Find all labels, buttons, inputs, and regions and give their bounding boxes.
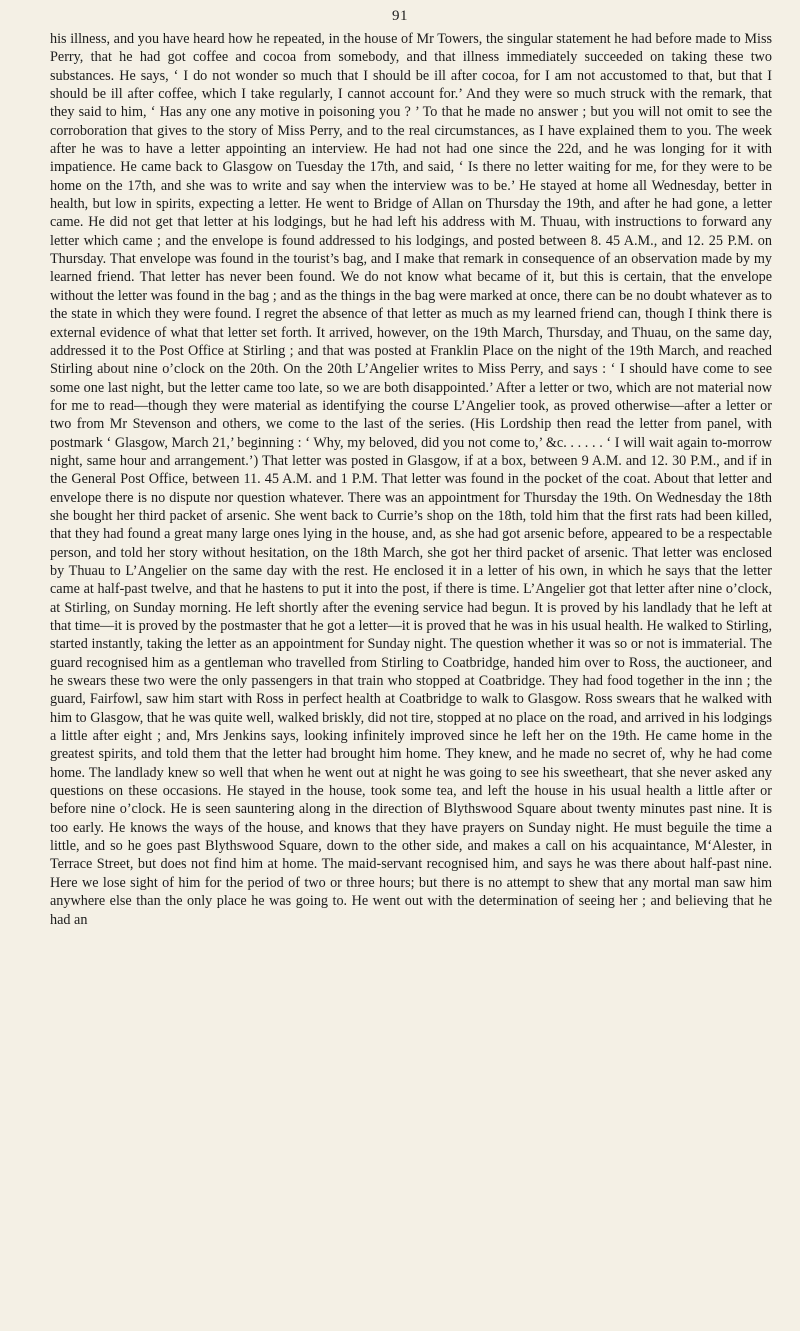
page-number: 91 — [392, 8, 408, 24]
body-text — [50, 30, 772, 929]
paragraph: his illness, and you have heard how he repeated, in the house of Mr Towers, the singular statement he had before made to Miss Perry, that he had got coffee and cocoa from somebody, and that illness immediately succeeded on taking these two substances. He says, ‘ I do not wonder so much that I should be ill after cocoa, for I am not accustomed to that, but that I should be ill after coffee, which I take regularly, I cannot account for.’ And they were so much struck with the remark, that they said to him, ‘ Has any one any motive in poisoning you ? ’ To that he made no answer ; but you will not omit to see the corroboration that gives to the story of Miss Perry, and to the real circumstances, as I have explained them to you. The week after he was to have a letter appointing an interview. He had not had one since the 22d, and he was longing for it with impatience. He came back to Glasgow on Tuesday the 17th, and said, ‘ Is there no letter waiting for me, for they were to be home on the 17th, and she was to write and say when the interview was to be.’ He stayed at home all Wednesday, better in health, but low in spirits, expecting a letter. He went to Bridge of Allan on Thursday the 19th, and after he had gone, a letter came. He did not get that letter at his lodgings, but he had left his address with M. Thuau, with instructions to forward any letter which came ; and the envelope is found addressed to his lodgings, and posted between 8. 45 A.M., and 12. 25 P.M. on Thursday. That envelope was found in the tourist’s bag, and I make that remark in consequence of an observation made by my learned friend. That letter has never been found. We do not know what became of it, but this is certain, that the envelope without the letter was found in the bag ; and as the things in the bag were marked at once, there can be no doubt whatever as to the state in which they were found. I regret the absence of that letter as much as my learned friend can, though I think there is external evidence of what that letter set forth. It arrived, however, on the 19th March, Thursday, and Thuau, on the same day, addressed it to the Post Office at Stirling ; and that was posted at Franklin Place on the night of the 19th March, and reached Stirling about nine o’clock on the 20th. On the 20th L’Angelier writes to Miss Perry, and says : ‘ I should have come to see some one last night, but the letter came too late, so we are both disappointed.’ After a letter or two, which are not material now for me to read—though they were material as identifying the course L’Angelier took, as proved otherwise—after a letter or two from Mr Stevenson and others, we come to the last of the series. (His Lordship then read the letter from panel, with postmark ‘ Glasgow, March 21,’ beginning : ‘ Why, my beloved, did you not come to,’ &c. . . . . . ‘ I will wait again to-morrow night, same hour and arrangement.’) That letter was posted in Glasgow, if at a box, between 9 A.M. and 12. 30 P.M., and if in the General Post Office, between 11. 45 A.M. and 1 P.M. That letter was found in the pocket of the coat. About that letter and envelope there is no dispute nor question whatever. There was an appointment for Thursday the 19th. On Wednesday the 18th she bought her third packet of arsenic. She went back to Currie’s shop on the 18th, told him that the first rats had been killed, that they had found a great many large ones lying in the house, and, as she had got arsenic before, appeared to be a respectable person, and told her story without hesitation, on the 18th March, she got her third packet of arsenic. That letter was enclosed by Thuau to L’Angelier on the same day with the rest. He enclosed it in a letter of his own, in which he says that the letter came at half-past twelve, and that he hastens to put it into the post, if there is time. L’Angelier got that letter after nine o’clock, at Stirling, on Sunday morning. He left shortly after the evening service had begun. It is proved by his landlady that he left at that time—it is proved by the postmaster that he got a letter—it is proved that he was in his usual health. He walked to Stirling, started instantly, taking the letter as an appointment for Sunday night. The question whether it was so or not is immaterial. The guard recognised him as a gentleman who travelled from Stirling to Coatbridge, handed him over to Ross, the auctioneer, and he swears these two were the only passengers in that train who stopped at Coatbridge. They had food together in the inn ; the guard, Fairfowl, saw him start with Ross in perfect health at Coatbridge to walk to Glasgow. Ross swears that he walked with him to Glasgow, that he was quite well, walked briskly, did not tire, stopped at no place on the road, and arrived in his lodgings a little after eight ; and, Mrs Jenkins says, looking infinitely improved since he left her on the 19th. He came home in the greatest spirits, and told them that the letter had brought him home. They knew, and he made no secret of, why he had come home. The landlady knew so well that when he went out at night he was going to see his sweetheart, that she never asked any questions on these occasions. He stayed in the house, took some tea, and left the house in his usual health a little after or before nine o’clock. He is seen sauntering along in the direction of Blythswood Square about twenty minutes past nine. It is too early. He knows the ways of the house, and knows that they have prayers on Sunday night. He must beguile the time a little, and so he goes past Blythswood Square, down to the other side, and makes a call on his acquaintance, M‘Alester, in Terrace Street, but does not find him at home. The maid-servant recognised him, and says he was there about half-past nine. Here we lose sight of him for the period of two or three hours; but there is no attempt to shew that any mortal man saw him anywhere else than the only place he was going to. He went out with the determination of seeing her ; and believing that he had an — [50, 31, 772, 928]
